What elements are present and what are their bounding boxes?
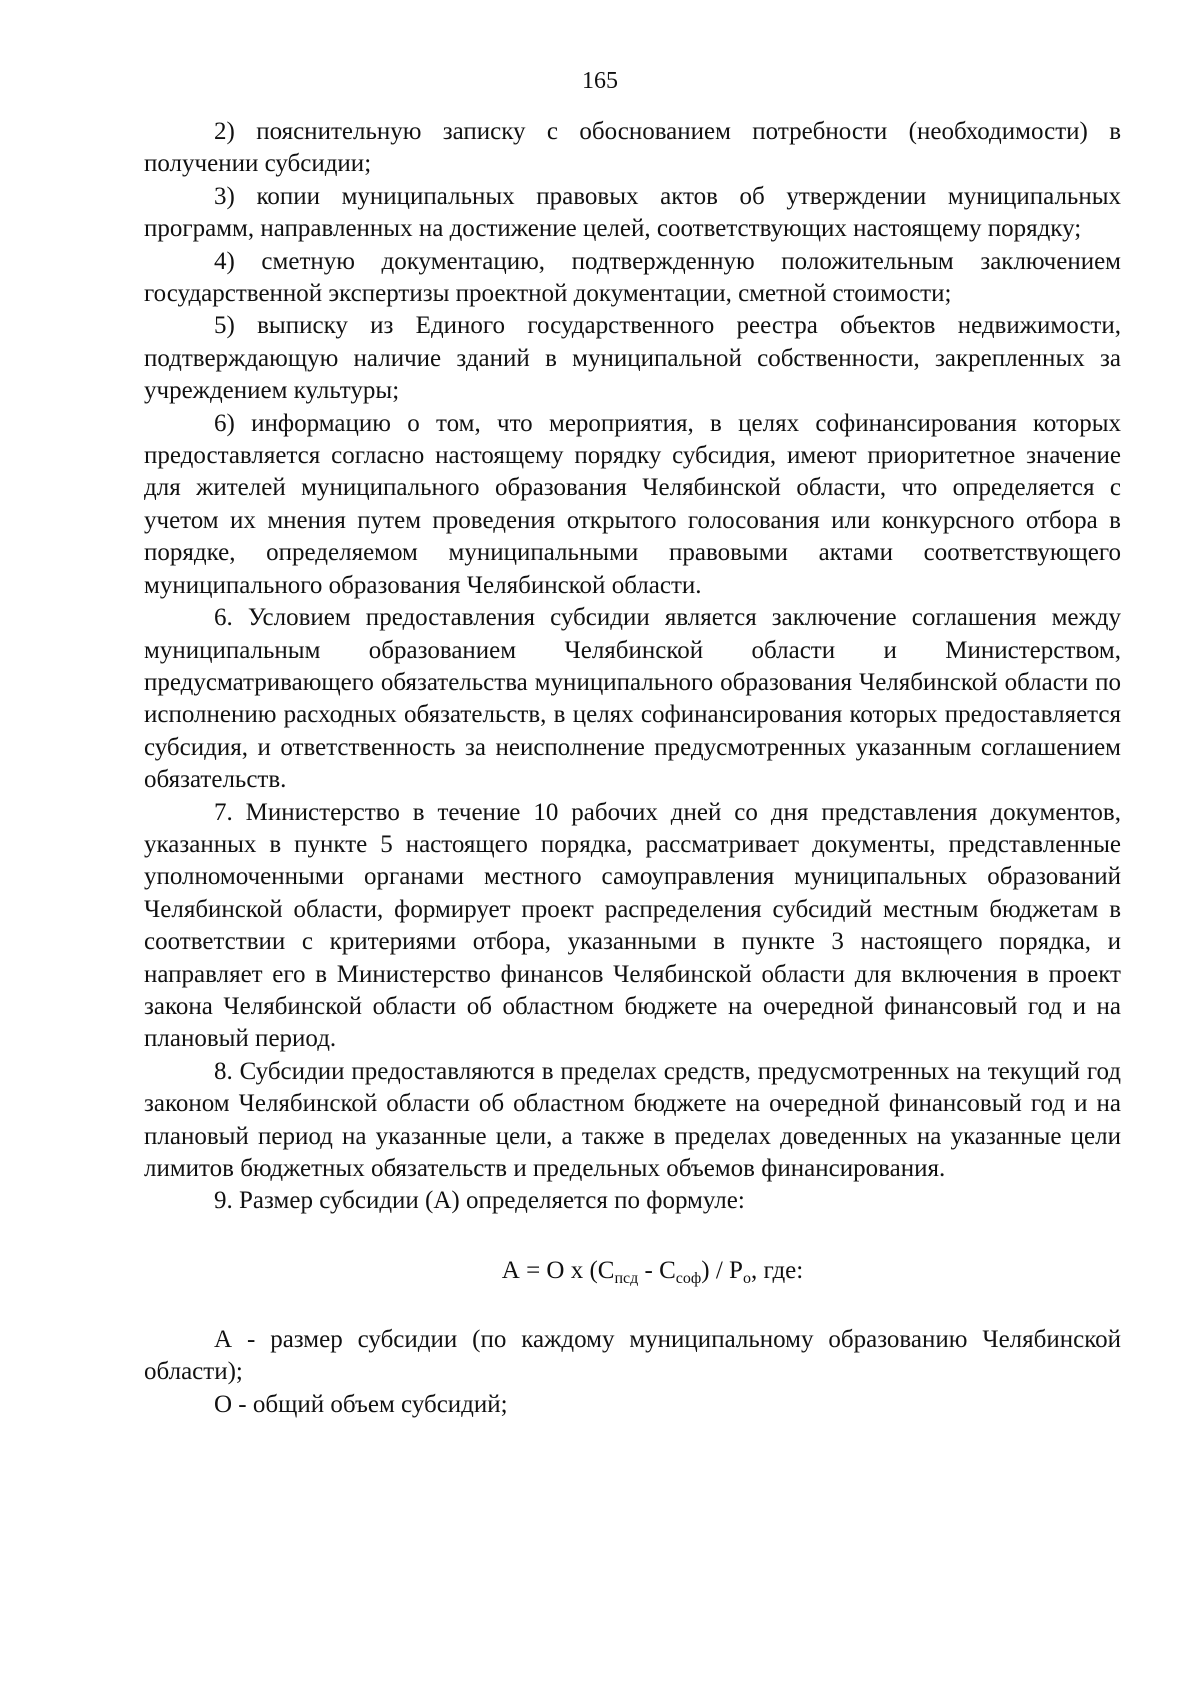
formula-part: ) / Р: [701, 1256, 743, 1284]
paragraph: 6. Условием предоставления субсидии является заключение соглашения между муниципальным образованием Челябинской области и Министерством, предусматривающего обязательства муниципального образования Челябинской области по исполнению расходных обязательств, в целях софинансирования которых предоставляется субсидия, и ответственность за неисполнение предусмотренных указанным соглашением обязательств.: [144, 604, 1121, 794]
subsidy-formula: [144, 1254, 1121, 1288]
paragraph: 6) информацию о том, что мероприятия, в целях софинансирования которых предоставляется согласно настоящему порядку субсидия, имеют приоритетное значение для жителей муниципального образования Челябинской области, что определяется с учетом их мнения путем проведения открытого голосования или конкурсного отбора в порядке, определяемом муниципальными правовыми актами соответствующего муниципального образования Челябинской области.: [144, 409, 1121, 599]
paragraph: А - размер субсидии (по каждому муниципальному образованию Челябинской области);: [144, 1325, 1121, 1386]
paragraph: 7. Министерство в течение 10 рабочих дней со дня представления документов, указанных в пункте 5 настоящего порядка, рассматривает документы, представленные уполномоченными органами местного самоуправления муниципальных образований Челябинской области, формирует проект распределения субсидий местным бюджетам в соответствии с критериями отбора, указанными в пункте 3 настоящего порядка, и направляет его в Министерство финансов Челябинской области для включения в проект закона Челябинской области об областном бюджете на очередной финансовый год и на плановый период.: [144, 798, 1121, 1053]
formula-part: - С: [638, 1256, 676, 1284]
paragraph: 9. Размер субсидии (А) определяется по формуле:: [214, 1187, 745, 1215]
formula-part: , где:: [750, 1256, 804, 1284]
paragraph: 2) пояснительную записку с обоснованием потребности (необходимости) в получении субсидии;: [144, 118, 1121, 178]
formula-subscript: о: [742, 1269, 751, 1287]
paragraph: О - общий объем субсидий;: [214, 1390, 508, 1418]
paragraph: 8. Субсидии предоставляются в пределах средств, предусмотренных на текущий год законом Челябинской области об областном бюджете на очередной финансовый год и на плановый период на указанные цели, а также в пределах доведенных на указанные цели лимитов бюджетных обязательств и предельных объемов финансирования.: [144, 1057, 1121, 1182]
paragraph: 5) выписку из Единого государственного реестра объектов недвижимости, подтверждающую наличие зданий в муниципальной собственности, закрепленных за учреждением культуры;: [144, 312, 1121, 405]
paragraph: 3) копии муниципальных правовых актов об утверждении муниципальных программ, направленных на достижение целей, соответствующих настоящему порядку;: [144, 182, 1121, 243]
formula-subscript: соф: [675, 1269, 702, 1287]
document-body: [144, 116, 1121, 1421]
formula-subscript: псд: [614, 1269, 639, 1287]
paragraph: 4) сметную документацию, подтвержденную положительным заключением государственной экспертизы проектной документации, сметной стоимости;: [144, 247, 1121, 308]
page-number: 165: [582, 68, 618, 94]
formula-part: А = О х (С: [501, 1256, 615, 1284]
